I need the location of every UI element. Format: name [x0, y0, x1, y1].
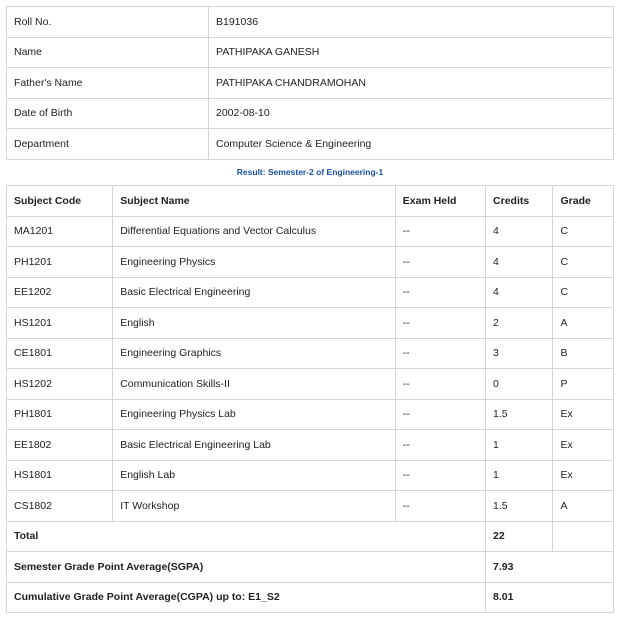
credits-cell: 4	[486, 247, 553, 278]
table-row	[7, 308, 614, 339]
subject-name-cell: Basic Electrical Engineering	[113, 277, 396, 308]
exam-held-cell: --	[395, 430, 485, 461]
student-info-value: Computer Science & Engineering	[209, 129, 614, 160]
grade-cell: A	[553, 308, 614, 339]
credits-cell: 4	[486, 277, 553, 308]
student-info-row	[7, 98, 614, 129]
student-info-value: B191036	[209, 7, 614, 38]
student-info-label: Name	[7, 37, 209, 68]
result-title: Result: Semester-2 of Engineering-1	[236, 167, 384, 177]
table-row	[7, 338, 614, 369]
student-info-value: PATHIPAKA CHANDRAMOHAN	[209, 68, 614, 99]
student-info-label: Father's Name	[7, 68, 209, 99]
exam-held-cell: --	[395, 338, 485, 369]
student-info-row	[7, 68, 614, 99]
grades-header	[7, 186, 614, 217]
table-row	[7, 369, 614, 400]
exam-held-cell: --	[395, 399, 485, 430]
sgpa-row	[7, 552, 614, 583]
subject-name-cell: Engineering Physics Lab	[113, 399, 396, 430]
student-info-label: Date of Birth	[7, 98, 209, 129]
table-row	[7, 247, 614, 278]
student-info-label: Department	[7, 129, 209, 160]
exam-held-cell: --	[395, 491, 485, 522]
table-row	[7, 430, 614, 461]
student-info-label: Roll No.	[7, 7, 209, 38]
exam-held-cell: --	[395, 247, 485, 278]
grades-table	[6, 185, 614, 613]
exam-held-cell: --	[395, 308, 485, 339]
exam-held-cell: --	[395, 460, 485, 491]
student-info-value: PATHIPAKA GANESH	[209, 37, 614, 68]
subject-code-cell: PH1801	[7, 399, 113, 430]
header-row	[7, 186, 614, 217]
subject-code-cell: MA1201	[7, 216, 113, 247]
subject-name-cell: English Lab	[113, 460, 396, 491]
credits-cell: 2	[486, 308, 553, 339]
table-row	[7, 399, 614, 430]
credits-cell: 3	[486, 338, 553, 369]
exam-held-cell: --	[395, 216, 485, 247]
student-info-value: 2002-08-10	[209, 98, 614, 129]
grade-cell: A	[553, 491, 614, 522]
subject-name-cell: IT Workshop	[113, 491, 396, 522]
table-row	[7, 491, 614, 522]
subject-code-cell: HS1201	[7, 308, 113, 339]
sgpa-label: Semester Grade Point Average(SGPA)	[7, 552, 486, 583]
grade-cell: P	[553, 369, 614, 400]
table-row	[7, 277, 614, 308]
subject-code-cell: CS1802	[7, 491, 113, 522]
subject-name-cell: Communication Skills-II	[113, 369, 396, 400]
grade-cell: Ex	[553, 399, 614, 430]
cgpa-row	[7, 582, 614, 613]
credits-cell: 1.5	[486, 399, 553, 430]
header-subject-code: Subject Code	[7, 186, 113, 217]
student-info-table	[6, 6, 614, 160]
cgpa-value: 8.01	[486, 582, 614, 613]
credits-cell: 1	[486, 460, 553, 491]
grade-cell: B	[553, 338, 614, 369]
grade-cell: C	[553, 216, 614, 247]
grades-summary	[7, 521, 614, 613]
credits-cell: 1.5	[486, 491, 553, 522]
subject-name-cell: Basic Electrical Engineering Lab	[113, 430, 396, 461]
grade-cell: C	[553, 247, 614, 278]
student-info-body	[7, 7, 614, 160]
total-grade-empty	[553, 521, 614, 552]
subject-name-cell: English	[113, 308, 396, 339]
exam-held-cell: --	[395, 369, 485, 400]
subject-code-cell: HS1801	[7, 460, 113, 491]
subject-code-cell: CE1801	[7, 338, 113, 369]
subject-code-cell: PH1201	[7, 247, 113, 278]
total-label: Total	[7, 521, 486, 552]
cgpa-label: Cumulative Grade Point Average(CGPA) up to: E1_S2	[7, 582, 486, 613]
student-info-row	[7, 129, 614, 160]
exam-held-cell: --	[395, 277, 485, 308]
grade-cell: Ex	[553, 430, 614, 461]
subject-code-cell: EE1202	[7, 277, 113, 308]
sgpa-value: 7.93	[486, 552, 614, 583]
credits-cell: 4	[486, 216, 553, 247]
student-info-row	[7, 7, 614, 38]
header-exam-held: Exam Held	[395, 186, 485, 217]
subject-code-cell: EE1802	[7, 430, 113, 461]
subject-name-cell: Engineering Graphics	[113, 338, 396, 369]
credits-cell: 0	[486, 369, 553, 400]
header-subject-name: Subject Name	[113, 186, 396, 217]
subject-name-cell: Engineering Physics	[113, 247, 396, 278]
student-info-row	[7, 37, 614, 68]
subject-name-cell: Differential Equations and Vector Calculus	[113, 216, 396, 247]
grades-body	[7, 216, 614, 521]
table-row	[7, 460, 614, 491]
header-credits: Credits	[486, 186, 553, 217]
table-row	[7, 216, 614, 247]
total-credits: 22	[486, 521, 553, 552]
total-row	[7, 521, 614, 552]
subject-code-cell: HS1202	[7, 369, 113, 400]
header-grade: Grade	[553, 186, 614, 217]
grade-cell: Ex	[553, 460, 614, 491]
credits-cell: 1	[486, 430, 553, 461]
grade-cell: C	[553, 277, 614, 308]
